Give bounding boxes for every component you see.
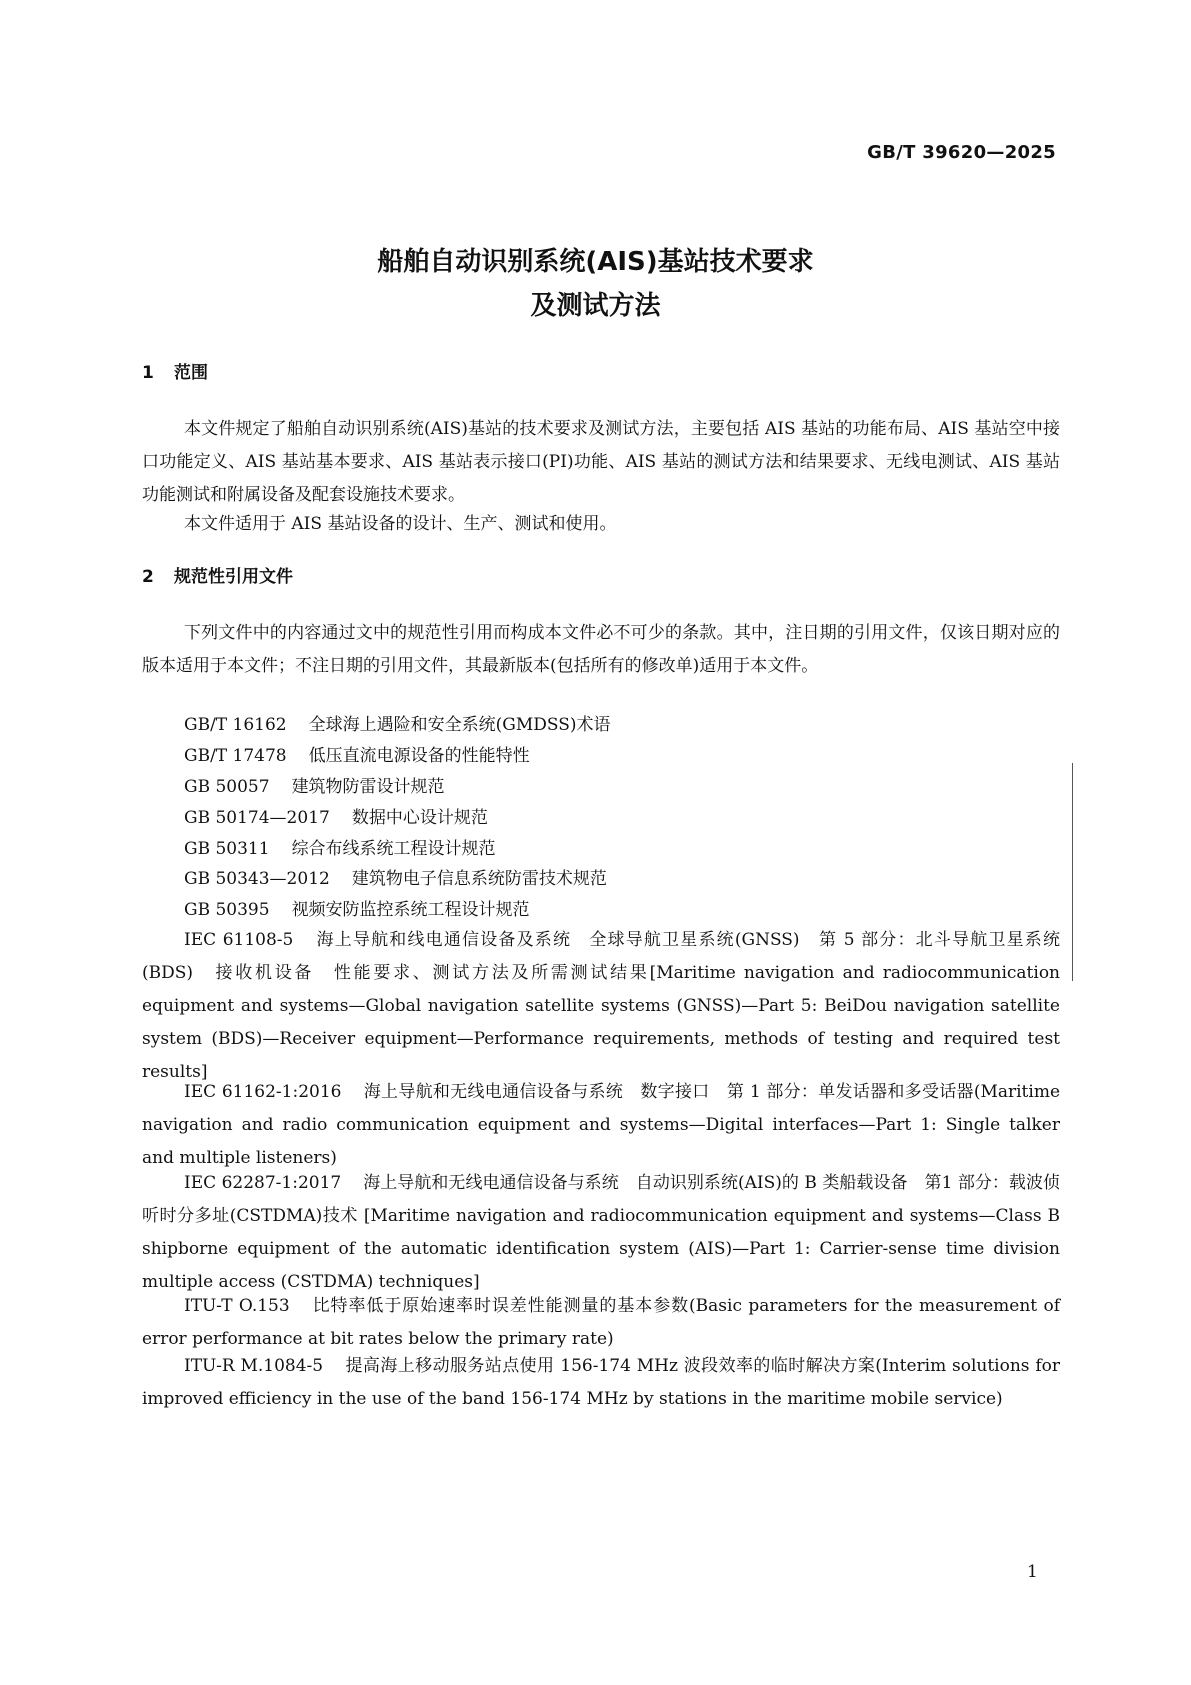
reference-title: 低压直流电源设备的性能特性 bbox=[308, 746, 530, 766]
reference-title: 综合布线系统工程设计规范 bbox=[291, 839, 496, 859]
reference-item bbox=[184, 838, 496, 860]
reference-title: 全球海上遇险和安全系统(GMDSS)术语 bbox=[308, 715, 611, 735]
reference-item bbox=[184, 807, 488, 829]
standard-number: GB/T 39620—2025 bbox=[867, 142, 1056, 163]
reference-item bbox=[142, 1167, 1060, 1299]
section-title: 范围 bbox=[174, 363, 208, 383]
reference-code: IEC 62287-1:2017 bbox=[184, 1173, 342, 1193]
reference-code: ITU-T O.153 bbox=[184, 1296, 290, 1316]
reference-code: IEC 61108-5 bbox=[184, 930, 294, 950]
reference-title: 海上导航和无线电通信设备与系统 数字接口 第 1 部分：单发话器和多受话器(Maritime navigation and radio communication equipment and systems—Digital interfaces—Part 1: Single talker and multiple listeners) bbox=[142, 1082, 1061, 1168]
revision-change-bar bbox=[1072, 763, 1073, 981]
reference-item bbox=[184, 714, 611, 736]
reference-code: GB 50174—2017 bbox=[184, 808, 330, 828]
reference-code: GB 50311 bbox=[184, 839, 270, 859]
reference-code: GB 50057 bbox=[184, 777, 270, 797]
reference-title: 建筑物防雷设计规范 bbox=[291, 777, 445, 797]
reference-item bbox=[142, 924, 1060, 1089]
reference-code: GB 50395 bbox=[184, 900, 270, 920]
reference-item bbox=[142, 1350, 1060, 1416]
reference-item bbox=[184, 776, 445, 798]
reference-code: IEC 61162-1:2016 bbox=[184, 1082, 342, 1102]
section-heading-scope bbox=[142, 362, 208, 384]
section-heading-normative-references bbox=[142, 566, 293, 588]
reference-title: 数据中心设计规范 bbox=[351, 808, 488, 828]
reference-item bbox=[184, 868, 607, 890]
document-title bbox=[0, 240, 1191, 328]
reference-item bbox=[142, 1076, 1060, 1175]
reference-code: ITU-R M.1084-5 bbox=[184, 1356, 324, 1376]
reference-title: 建筑物电子信息系统防雷技术规范 bbox=[351, 869, 607, 889]
reference-title: 提高海上移动服务站点使用 156-174 MHz 波段效率的临时解决方案(Interim solutions for improved efficiency in the use of the band 156-174 MHz by stations in the maritime mobile service) bbox=[142, 1356, 1060, 1409]
reference-title: 海上导航和线电通信设备及系统 全球导航卫星系统(GNSS) 第 5 部分：北斗导航卫星系统(BDS) 接收机设备 性能要求、测试方法及所需测试结果[Maritime navigation and radiocommunication equipment and systems—Global navigation satellite systems (GNSS)—Part 5: BeiDou navigation satellite system (BDS)—Receiver equipment—Performance requirements, methods of testing and required test results] bbox=[142, 930, 1060, 1082]
reference-title: 比特率低于原始速率时误差性能测量的基本参数(Basic parameters for the measurement of error performance at bit rates below the primary rate) bbox=[142, 1296, 1060, 1349]
scope-paragraph-1: 本文件规定了船舶自动识别系统(AIS)基站的技术要求及测试方法，主要包括 AIS 基站的功能布局、AIS 基站空中接口功能定义、AIS 基站基本要求、AIS 基站表示接口(PI)功能、AIS 基站的测试方法和结果要求、无线电测试、AIS 基站功能测试和附属设备及配套设施技术要求。 bbox=[142, 419, 1060, 505]
reference-code: GB/T 17478 bbox=[184, 746, 287, 766]
section-number: 2 bbox=[142, 567, 154, 587]
reference-code: GB 50343—2012 bbox=[184, 869, 330, 889]
reference-title: 海上导航和无线电通信设备与系统 自动识别系统(AIS)的 B 类船载设备 第1 部分：载波侦听时分多址(CSTDMA)技术 [Maritime navigation and radiocommunication equipment and systems—Class B shipborne equipment of the automatic identification system (AIS)—Part 1: Carrier-sense time division multiple access (CSTDMA) techniques] bbox=[142, 1173, 1060, 1292]
references-intro-paragraph: 下列文件中的内容通过文中的规范性引用而构成本文件必不可少的条款。其中，注日期的引用文件，仅该日期对应的版本适用于本文件；不注日期的引用文件，其最新版本(包括所有的修改单)适用于本文件。 bbox=[142, 623, 1060, 676]
reference-code: GB/T 16162 bbox=[184, 715, 287, 735]
section-title: 规范性引用文件 bbox=[174, 567, 293, 587]
title-line-2: 及测试方法 bbox=[530, 291, 661, 321]
page-number: 1 bbox=[1027, 1562, 1038, 1582]
reference-item bbox=[184, 899, 530, 921]
reference-item bbox=[142, 1290, 1060, 1356]
title-line-1: 船舶自动识别系统(AIS)基站技术要求 bbox=[377, 247, 814, 277]
section-number: 1 bbox=[142, 363, 154, 383]
reference-item bbox=[184, 745, 530, 767]
scope-paragraph-2: 本文件适用于 AIS 基站设备的设计、生产、测试和使用。 bbox=[184, 514, 617, 534]
reference-title: 视频安防监控系统工程设计规范 bbox=[291, 900, 530, 920]
